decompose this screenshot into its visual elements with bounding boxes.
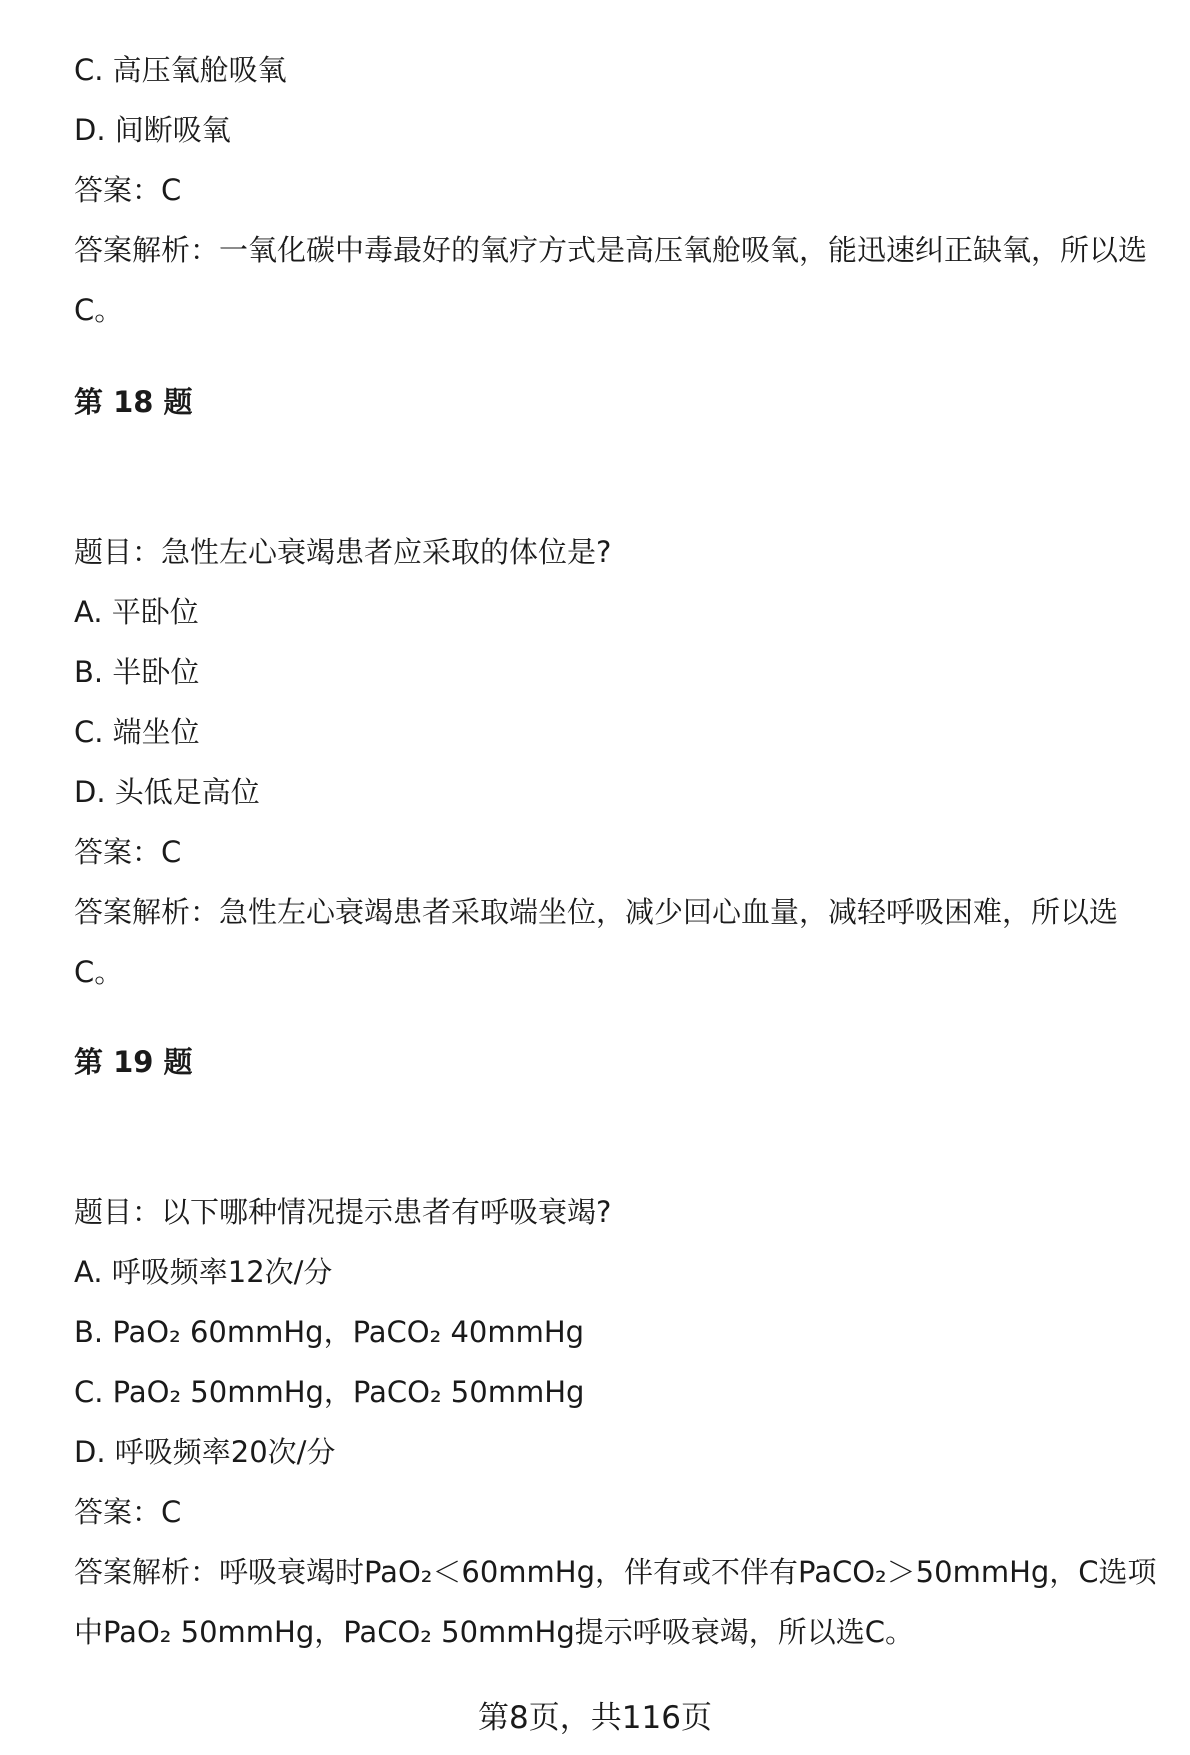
q19-option-d: D. 呼吸频率20次/分 bbox=[74, 1435, 336, 1469]
q18-option-d: D. 头低足高位 bbox=[74, 775, 260, 809]
q19-explanation: 答案解析：呼吸衰竭时PaO₂＜60mmHg，伴有或不伴有PaCO₂＞50mmHg，C选项中PaO₂ 50mmHg，PaCO₂ 50mmHg提示呼吸衰竭，所以选C。 bbox=[74, 1555, 1157, 1649]
q18-answer: 答案：C bbox=[74, 835, 182, 869]
q17-option-c: C. 高压氧舱吸氧 bbox=[74, 53, 287, 87]
q18-heading: 第 18 题 bbox=[74, 385, 193, 419]
q17-option-d: D. 间断吸氧 bbox=[74, 113, 231, 147]
q18-option-c: C. 端坐位 bbox=[74, 715, 200, 749]
q17-explanation: 答案解析：一氧化碳中毒最好的氧疗方式是高压氧舱吸氧，能迅速纠正缺氧，所以选C。 bbox=[74, 233, 1148, 327]
q19-option-a: A. 呼吸频率12次/分 bbox=[74, 1255, 333, 1289]
q18-option-b: B. 半卧位 bbox=[74, 655, 200, 689]
q19-question: 题目：以下哪种情况提示患者有呼吸衰竭? bbox=[74, 1195, 612, 1229]
q19-option-c: C. PaO₂ 50mmHg，PaCO₂ 50mmHg bbox=[74, 1375, 585, 1409]
q19-heading: 第 19 题 bbox=[74, 1045, 193, 1079]
q19-answer: 答案：C bbox=[74, 1495, 182, 1529]
q18-explanation: 答案解析：急性左心衰竭患者采取端坐位，减少回心血量，减轻呼吸困难，所以选C。 bbox=[74, 895, 1119, 989]
q18-question: 题目：急性左心衰竭患者应采取的体位是? bbox=[74, 535, 612, 569]
q18-option-a: A. 平卧位 bbox=[74, 595, 199, 629]
page-number-footer: 第8页，共116页 bbox=[478, 1700, 712, 1736]
q19-option-b: B. PaO₂ 60mmHg，PaCO₂ 40mmHg bbox=[74, 1315, 585, 1349]
q17-answer: 答案：C bbox=[74, 173, 182, 207]
